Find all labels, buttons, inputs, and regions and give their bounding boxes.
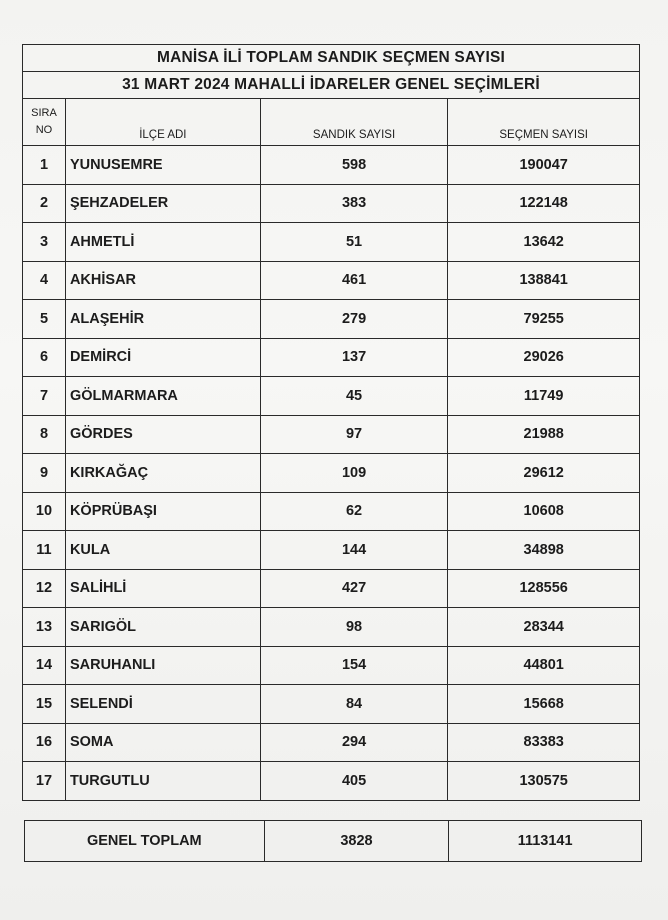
voter-count: 83383 [448,723,640,762]
table-row [23,300,640,339]
total-label: GENEL TOPLAM [25,821,265,862]
total-table [24,820,642,862]
table-row [23,492,640,531]
row-number: 8 [23,415,66,454]
column-header-row [23,99,640,146]
voter-count: 29612 [448,454,640,493]
voter-count: 79255 [448,300,640,339]
district-name: ALAŞEHİR [65,300,260,339]
sira-label: SIRA [31,107,57,119]
ballot-box-count: 109 [260,454,448,493]
district-name: SALİHLİ [65,569,260,608]
district-name: SARUHANLI [65,646,260,685]
table-row [23,685,640,724]
row-number: 12 [23,569,66,608]
voter-count: 190047 [448,146,640,185]
district-name: KÖPRÜBAŞI [65,492,260,531]
row-number: 3 [23,223,66,262]
voter-count: 21988 [448,415,640,454]
row-number: 10 [23,492,66,531]
ballot-box-count: 137 [260,338,448,377]
total-sandik: 3828 [264,821,449,862]
table-row [23,454,640,493]
table-row [23,415,640,454]
voter-count: 28344 [448,608,640,647]
ballot-box-count: 97 [260,415,448,454]
row-number: 13 [23,608,66,647]
table-row [23,146,640,185]
district-name: ŞEHZADELER [65,184,260,223]
voter-count: 138841 [448,261,640,300]
district-name: DEMİRCİ [65,338,260,377]
voter-count: 15668 [448,685,640,724]
table-row [23,723,640,762]
ballot-box-count: 405 [260,762,448,801]
row-number: 14 [23,646,66,685]
voter-count: 34898 [448,531,640,570]
row-number: 1 [23,146,66,185]
district-name: AHMETLİ [65,223,260,262]
district-name: GÖRDES [65,415,260,454]
total-secmen: 1113141 [449,821,642,862]
voter-table [22,44,640,801]
district-name: SELENDİ [65,685,260,724]
table-row [23,223,640,262]
row-number: 17 [23,762,66,801]
voter-count: 29026 [448,338,640,377]
row-number: 11 [23,531,66,570]
district-name: SOMA [65,723,260,762]
ballot-box-count: 62 [260,492,448,531]
voter-count: 44801 [448,646,640,685]
row-number: 9 [23,454,66,493]
table-subtitle: 31 MART 2024 MAHALLİ İDARELER GENEL SEÇİMLERİ [23,72,640,99]
table-row [23,646,640,685]
district-name: KIRKAĞAÇ [65,454,260,493]
row-number: 7 [23,377,66,416]
ballot-box-count: 279 [260,300,448,339]
voter-count: 122148 [448,184,640,223]
row-number: 2 [23,184,66,223]
no-label: NO [35,124,53,136]
district-name: KULA [65,531,260,570]
column-header-sira-no [23,99,66,146]
ballot-box-count: 84 [260,685,448,724]
row-number: 15 [23,685,66,724]
table-row [23,261,640,300]
ballot-box-count: 598 [260,146,448,185]
column-header-secmen: SEÇMEN SAYISI [448,99,640,146]
ballot-box-count: 294 [260,723,448,762]
row-number: 5 [23,300,66,339]
district-name: GÖLMARMARA [65,377,260,416]
row-number: 16 [23,723,66,762]
table-row [23,762,640,801]
ballot-box-count: 144 [260,531,448,570]
district-name: SARIGÖL [65,608,260,647]
row-number: 4 [23,261,66,300]
district-name: AKHİSAR [65,261,260,300]
total-row [25,821,642,862]
voter-count: 10608 [448,492,640,531]
table-row [23,184,640,223]
voter-count: 128556 [448,569,640,608]
title-row-1 [23,45,640,72]
ballot-box-count: 51 [260,223,448,262]
voter-count: 11749 [448,377,640,416]
table-title: MANİSA İLİ TOPLAM SANDIK SEÇMEN SAYISI [23,45,640,72]
table-row [23,338,640,377]
district-name: YUNUSEMRE [65,146,260,185]
ballot-box-count: 461 [260,261,448,300]
table-row [23,608,640,647]
ballot-box-count: 98 [260,608,448,647]
row-number: 6 [23,338,66,377]
table-row [23,377,640,416]
voter-count: 130575 [448,762,640,801]
title-row-2 [23,72,640,99]
ballot-box-count: 154 [260,646,448,685]
ballot-box-count: 383 [260,184,448,223]
table-row [23,531,640,570]
table-row [23,569,640,608]
voter-count: 13642 [448,223,640,262]
column-header-sandik: SANDIK SAYISI [260,99,448,146]
ballot-box-count: 427 [260,569,448,608]
column-header-ilce: İLÇE ADI [65,99,260,146]
district-name: TURGUTLU [65,762,260,801]
ballot-box-count: 45 [260,377,448,416]
